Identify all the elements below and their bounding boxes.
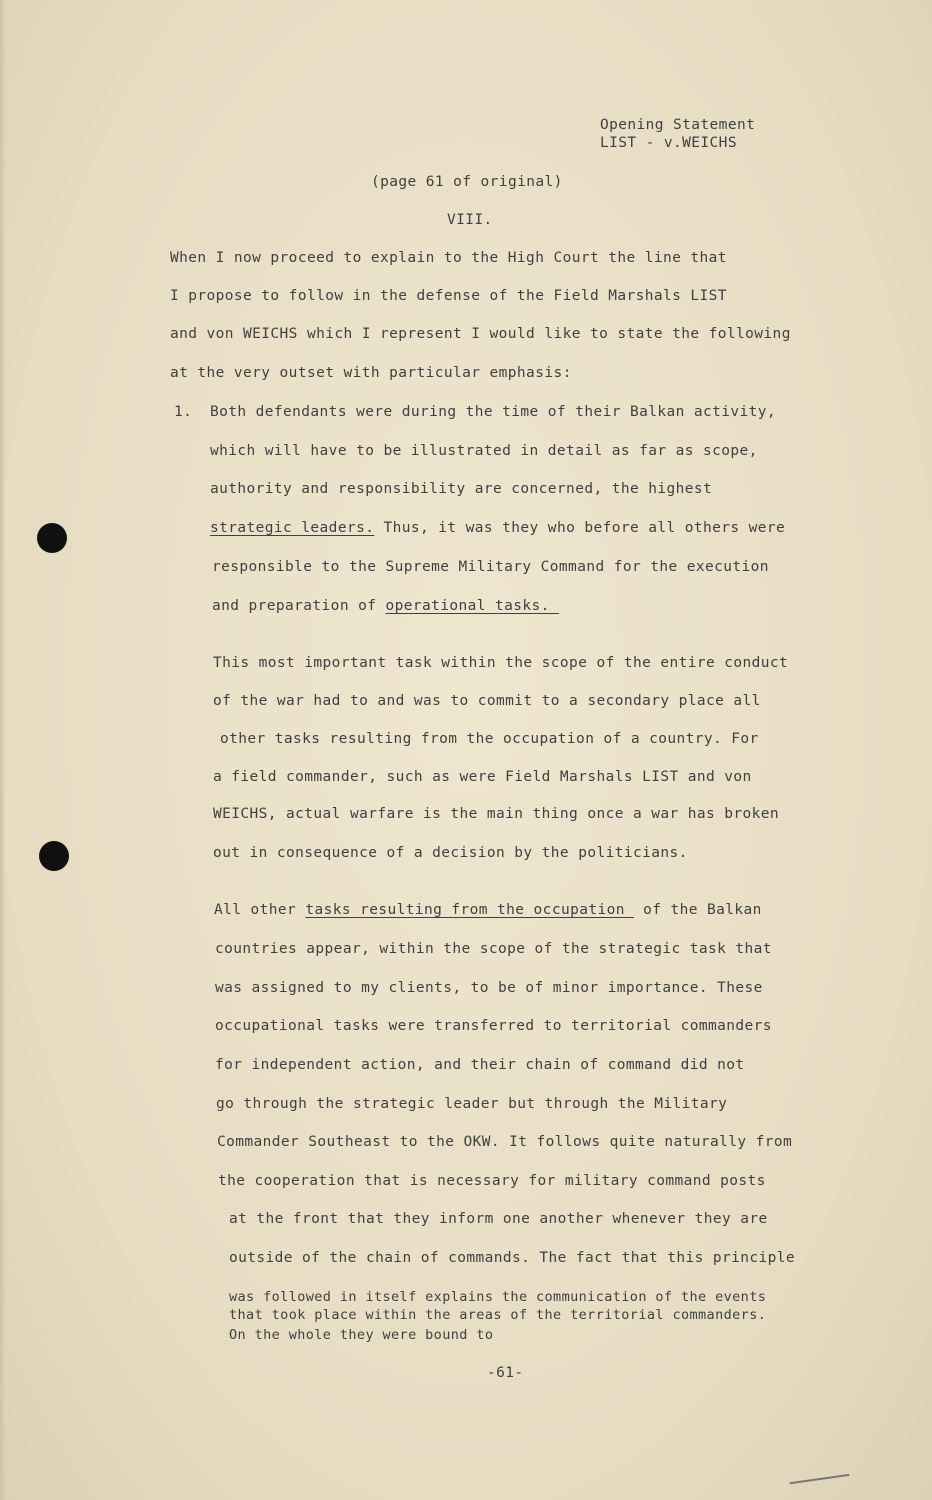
paragraph-line: was assigned to my clients, to be of minor importance. These (215, 980, 763, 996)
page-edge (0, 0, 6, 1500)
paragraph-line (214, 902, 762, 918)
paragraph-line: go through the strategic leader but through the Military (216, 1096, 728, 1112)
section-number: VIII. (447, 212, 493, 228)
paragraph-line: outside of the chain of commands. The fact that this principle (229, 1250, 796, 1266)
paragraph-line: for independent action, and their chain of command did not (215, 1057, 745, 1073)
line-text: and preparation of (212, 598, 386, 614)
line-text: of the Balkan (633, 902, 762, 918)
paragraph-line: occupational tasks were transferred to territorial commanders (215, 1018, 772, 1034)
paragraph-line: other tasks resulting from the occupation of a country. For (220, 731, 759, 747)
paragraph-line: was followed in itself explains the communication of the events (229, 1289, 767, 1305)
paragraph-line: countries appear, within the scope of the strategic task that (215, 941, 772, 957)
point-number: 1. (174, 404, 193, 420)
paragraph-line: at the front that they inform one another whenever they are (229, 1211, 768, 1227)
point-line (210, 520, 785, 536)
paragraph-line: On the whole they were bound to (229, 1327, 494, 1343)
intro-line: at the very outset with particular emphasis: (170, 365, 572, 381)
point-line: authority and responsibility are concerned, the highest (210, 481, 713, 497)
intro-line: I propose to follow in the defense of the Field Marshals LIST (170, 288, 727, 304)
paragraph-line: WEICHS, actual warfare is the main thing once a war has broken (213, 806, 780, 822)
punch-hole (39, 841, 69, 871)
intro-line: When I now proceed to explain to the High Court the line that (170, 250, 727, 266)
point-line: Both defendants were during the time of their Balkan activity, (210, 404, 777, 420)
paragraph-line: Commander Southeast to the OKW. It follows quite naturally from (217, 1134, 793, 1150)
point-line: responsible to the Supreme Military Command for the execution (212, 559, 769, 575)
paragraph-line: of the war had to and was to commit to a secondary place all (213, 693, 761, 709)
underlined-text: tasks resulting from the occupation_ (305, 902, 634, 918)
paragraph-line: This most important task within the scope of the entire conduct (213, 655, 789, 671)
header-subtitle: LIST - v.WEICHS (600, 135, 737, 151)
line-text: Thus, it was they who before all others were (374, 520, 786, 536)
pen-mark (790, 1474, 851, 1492)
paragraph-line: a field commander, such as were Field Marshals LIST and von (213, 769, 752, 785)
intro-line: and von WEICHS which I represent I would like to state the following (170, 326, 791, 342)
punch-hole (37, 523, 67, 553)
page-reference: (page 61 of original) (371, 174, 563, 190)
line-text: All other (214, 902, 306, 918)
underlined-text: operational tasks._ (385, 598, 559, 614)
point-line (212, 598, 559, 614)
paragraph-line: that took place within the areas of the territorial commanders. (229, 1307, 767, 1323)
header-title: Opening Statement (600, 117, 756, 133)
paragraph-line: out in consequence of a decision by the politicians. (213, 845, 688, 861)
underlined-text: strategic leaders. (210, 520, 375, 536)
point-line: which will have to be illustrated in detail as far as scope, (210, 443, 758, 459)
page-number: -61- (487, 1365, 524, 1381)
paragraph-line: the cooperation that is necessary for military command posts (218, 1173, 766, 1189)
